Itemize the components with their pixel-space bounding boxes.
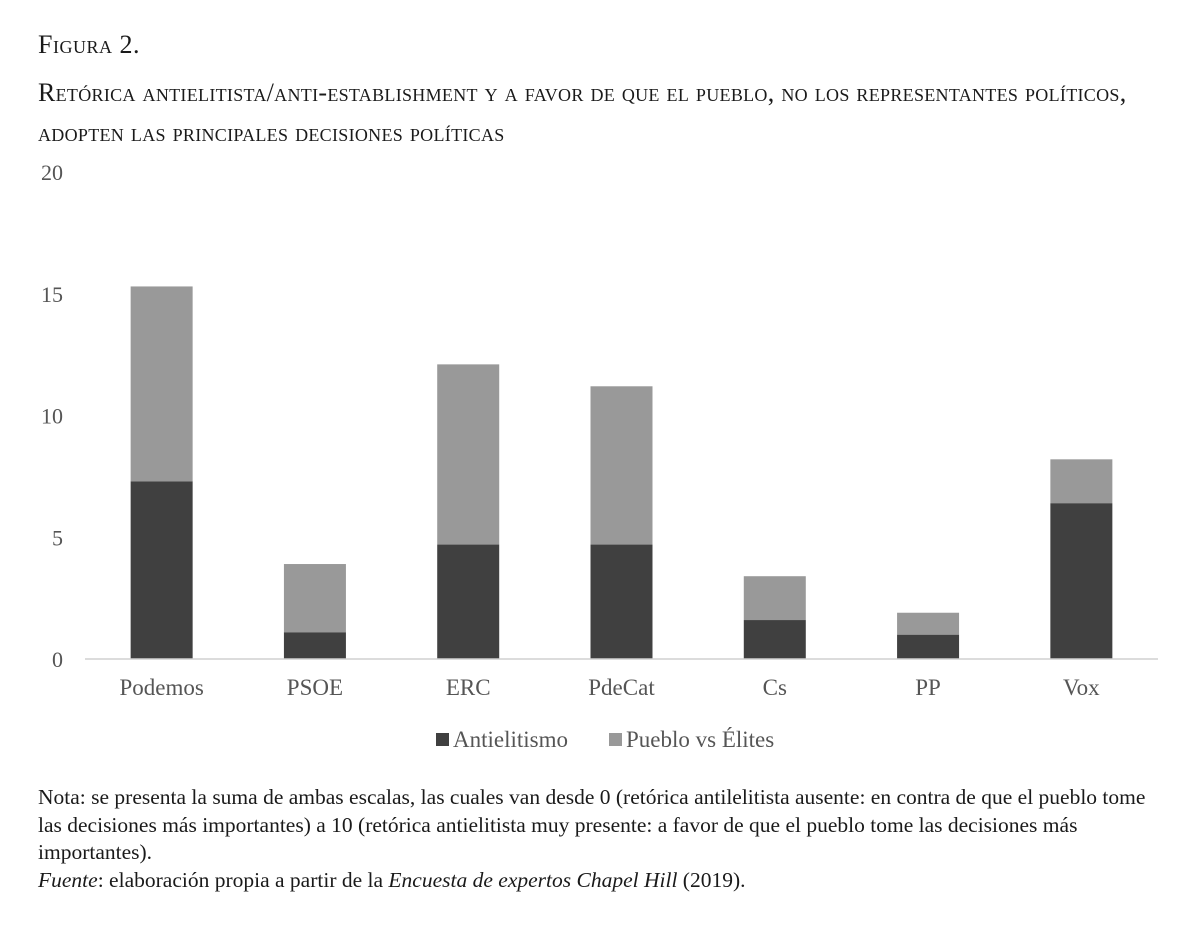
y-tick-label: 5 — [52, 525, 63, 551]
x-axis-labels — [119, 675, 1100, 700]
bar-antielitismo — [897, 635, 959, 659]
legend-swatch — [609, 733, 622, 746]
bar-antielitismo — [131, 481, 193, 659]
figure-label: Figura 2. — [38, 30, 140, 59]
source-title: Encuesta de expertos Chapel Hill — [388, 867, 678, 892]
y-tick-label: 15 — [41, 281, 63, 307]
y-tick-label: 0 — [52, 647, 63, 672]
source-text-2: (2019). — [677, 867, 746, 892]
legend-label: Antielitismo — [453, 727, 568, 752]
x-tick-label: PdeCat — [588, 675, 655, 700]
figure-title: Retórica antielitista/anti-establishment y a favor de que el pueblo, no los representantes políticos, adopten las principales decisiones políticas — [38, 78, 1127, 147]
bar-pueblo-vs-elites — [744, 576, 806, 620]
x-tick-label: ERC — [445, 675, 491, 700]
bar-pueblo-vs-elites — [437, 364, 499, 544]
bar-antielitismo — [1050, 503, 1112, 659]
y-tick-label: 20 — [41, 160, 63, 185]
x-tick-label: Cs — [762, 675, 787, 700]
bar-pueblo-vs-elites — [131, 286, 193, 481]
legend-swatch — [436, 733, 449, 746]
bar-pueblo-vs-elites — [284, 564, 346, 632]
x-tick-label: Vox — [1063, 675, 1100, 700]
y-tick-label: 10 — [41, 403, 63, 429]
bars — [131, 286, 1113, 659]
source-text-1: : elaboración propia a partir de la — [97, 867, 389, 892]
source-label: Fuente — [38, 867, 98, 892]
bar-pueblo-vs-elites — [1050, 459, 1112, 503]
legend-label: Pueblo vs Élites — [626, 727, 775, 752]
source-line — [38, 867, 1163, 895]
note-text: Nota: se presenta la suma de ambas escalas, las cuales van desde 0 (retórica antilelitista ausente: en contra de que el pueblo tome las decisiones más importantes) a 10 (retórica antielitista muy presente: a favor de que el pueblo tome las decisiones más importantes). — [38, 785, 1146, 864]
notes — [38, 784, 1163, 894]
bar-antielitismo — [744, 620, 806, 659]
x-tick-label: PP — [915, 675, 941, 700]
y-axis-ticks — [41, 160, 63, 672]
x-tick-label: PSOE — [286, 675, 344, 700]
bar-antielitismo — [591, 545, 653, 659]
bar-pueblo-vs-elites — [897, 613, 959, 635]
bar-pueblo-vs-elites — [591, 386, 653, 544]
x-tick-label: Podemos — [119, 675, 204, 700]
bar-antielitismo — [437, 545, 499, 659]
legend — [436, 727, 774, 752]
bar-antielitismo — [284, 632, 346, 659]
